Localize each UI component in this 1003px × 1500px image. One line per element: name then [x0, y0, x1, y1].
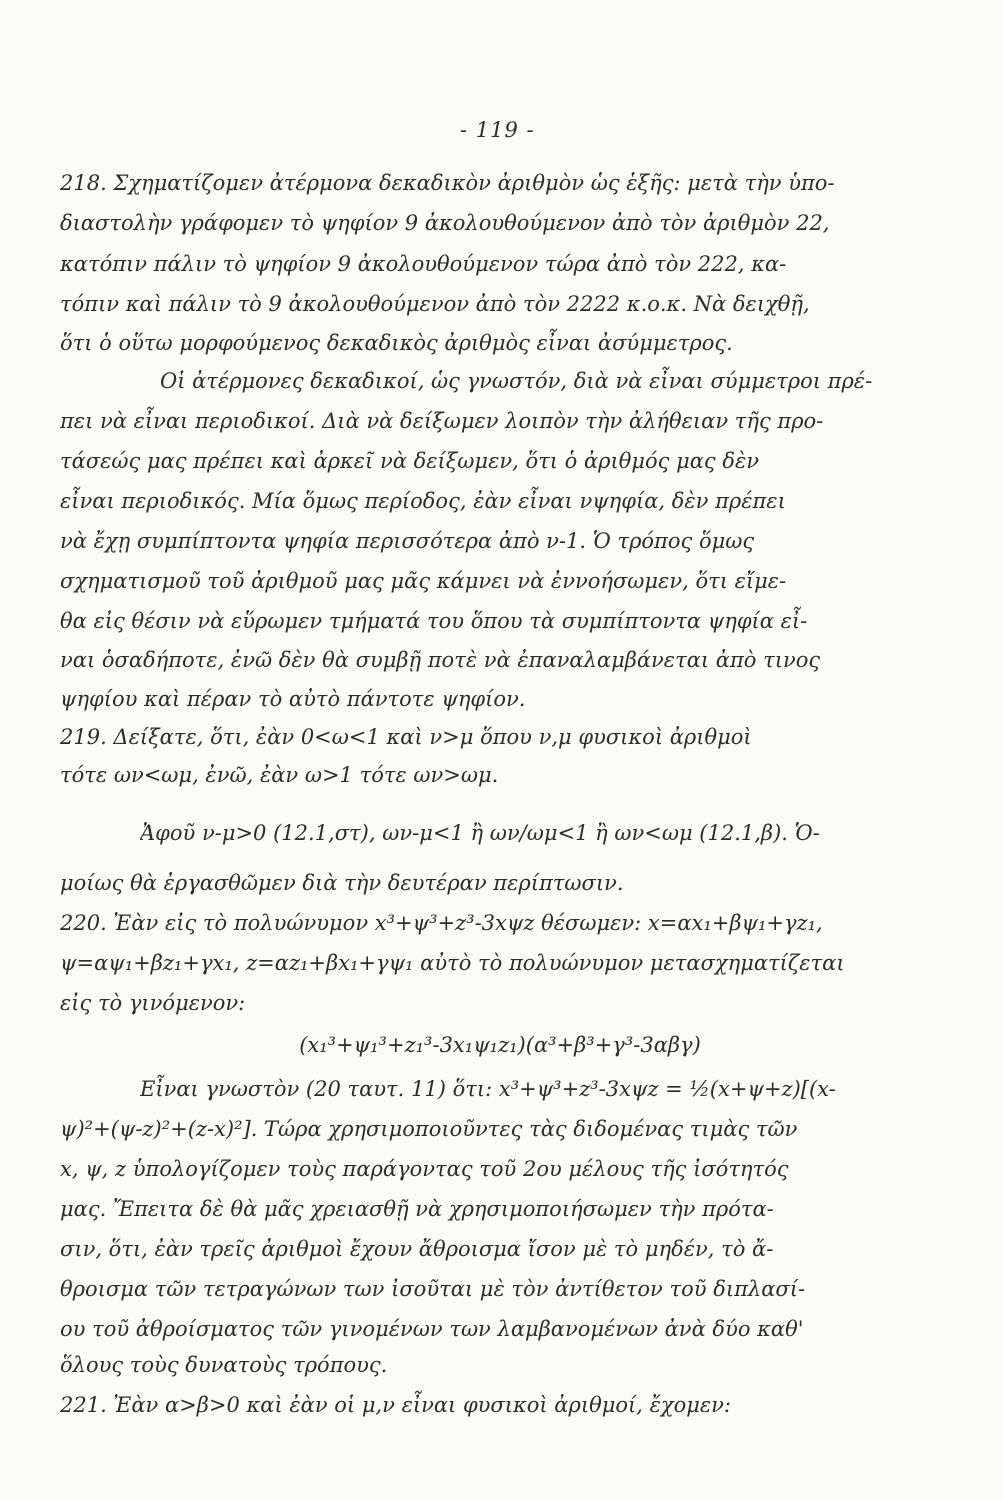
- text-line: x, ψ, z ὑπολογίζομεν τοὺς παράγοντας τοῦ 2ου μέλους τῆς ἰσότητός: [60, 1157, 789, 1181]
- text-line: κατόπιν πάλιν τὸ ψηφίον 9 ἀκολουθούμενον τώρα ἀπὸ τὸν 222, κα-: [60, 252, 787, 276]
- text-line: Εἶναι γνωστὸν (20 ταυτ. 11) ὅτι: x³+ψ³+z³-3xψz = ½(x+ψ+z)[(x-: [140, 1077, 836, 1101]
- text-line: ὅλους τοὺς δυνατοὺς τρόπους.: [60, 1353, 388, 1377]
- formula-line: (x₁³+ψ₁³+z₁³-3x₁ψ₁z₁)(α³+β³+γ³-3αβγ): [299, 1033, 701, 1057]
- text-line: ὅτι ὁ οὕτω μορφούμενος δεκαδικὸς ἀριθμὸς εἶναι ἀσύμμετρος.: [60, 331, 733, 355]
- text-line: 219. Δείξατε, ὅτι, ἐὰν 0<ω<1 καὶ ν>μ ὅπου ν,μ φυσικοὶ ἀριθμοὶ: [60, 725, 752, 749]
- text-line: διαστολὴν γράφομεν τὸ ψηφίον 9 ἀκολουθούμενον ἀπὸ τὸν ἀριθμὸν 22,: [60, 211, 830, 235]
- text-line: ψ)²+(ψ-z)²+(z-x)²]. Τώρα χρησιμοποιοῦντες τὰς διδομένας τιμὰς τῶν: [60, 1117, 798, 1141]
- text-line: ψ=αψ₁+βz₁+γx₁, z=αz₁+βx₁+γψ₁ αὐτὸ τὸ πολυώνυμον μετασχηματίζεται: [60, 951, 845, 975]
- text-line: 220. Ἐὰν εἰς τὸ πολυώνυμον x³+ψ³+z³-3xψz θέσωμεν: x=αx₁+βψ₁+γz₁,: [60, 911, 823, 935]
- text-line: νὰ ἔχῃ συμπίπτοντα ψηφία περισσότερα ἀπὸ ν-1. Ὁ τρόπος ὅμως: [60, 529, 755, 553]
- text-line: μας. Ἔπειτα δὲ θὰ μᾶς χρειασθῇ νὰ χρησιμοποιήσωμεν τὴν πρότα-: [60, 1197, 774, 1221]
- text-line: 221. Ἐὰν α>β>0 καὶ ἐὰν οἱ μ,ν εἶναι φυσικοὶ ἀριθμοί, ἔχομεν:: [60, 1393, 731, 1417]
- bleed-through-mark: [969, 40, 973, 56]
- text-line: σχηματισμοῦ τοῦ ἀριθμοῦ μας μᾶς κάμνει νὰ ἐννοήσωμεν, ὅτι εἴμε-: [60, 569, 787, 593]
- text-line: τάσεώς μας πρέπει καὶ ἀρκεῖ νὰ δείξωμεν, ὅτι ὁ ἀριθμός μας δὲν: [60, 449, 760, 473]
- page-number: - 119 -: [460, 118, 535, 142]
- text-line: ψηφίου καὶ πέραν τὸ αὐτὸ πάντοτε ψηφίον.: [60, 687, 526, 711]
- text-line: Ἀφοῦ ν-μ>0 (12.1,στ), ων-μ<1 ἢ ων/ωμ<1 ἢ ων<ωμ (12.1,β). Ὁ-: [140, 821, 820, 845]
- text-line: μοίως θὰ ἐργασθῶμεν διὰ τὴν δευτέραν περίπτωσιν.: [60, 871, 624, 895]
- text-line: ου τοῦ ἀθροίσματος τῶν γινομένων των λαμβανομένων ἀνὰ δύο καθ': [60, 1317, 804, 1341]
- text-line: ναι ὁσαδήποτε, ἐνῶ δὲν θὰ συμβῇ ποτὲ νὰ ἐπαναλαμβάνεται ἀπὸ τινος: [60, 648, 821, 672]
- text-line: θροισμα τῶν τετραγώνων των ἰσοῦται μὲ τὸν ἀντίθετον τοῦ διπλασί-: [60, 1277, 806, 1301]
- text-line: θα εἰς θέσιν νὰ εὕρωμεν τμήματά του ὅπου τὰ συμπίπτοντα ψηφία εἶ-: [60, 609, 808, 633]
- text-line: 218. Σχηματίζομεν ἀτέρμονα δεκαδικὸν ἀριθμὸν ὡς ἑξῆς: μετὰ τὴν ὑπο-: [60, 171, 835, 195]
- text-line: τότε ων<ωμ, ἐνῶ, ἐὰν ω>1 τότε ων>ωμ.: [60, 763, 499, 787]
- text-line: τόπιν καὶ πάλιν τὸ 9 ἀκολουθούμενον ἀπὸ τὸν 2222 κ.ο.κ. Νὰ δειχθῇ,: [60, 292, 810, 316]
- text-line: εἶναι περιοδικός. Μία ὅμως περίοδος, ἐὰν εἶναι νψηφία, δὲν πρέπει: [60, 489, 786, 513]
- text-line: Οἱ ἀτέρμονες δεκαδικοί, ὡς γνωστόν, διὰ νὰ εἶναι σύμμετροι πρέ-: [160, 369, 873, 393]
- text-line: πει νὰ εἶναι περιοδικοί. Διὰ νὰ δείξωμεν λοιπὸν τὴν ἀλήθειαν τῆς προ-: [60, 409, 824, 433]
- text-line: σιν, ὅτι, ἐὰν τρεῖς ἀριθμοὶ ἔχουν ἄθροισμα ἴσον μὲ τὸ μηδέν, τὸ ἄ-: [60, 1237, 774, 1261]
- text-line: εἰς τὸ γινόμενον:: [60, 991, 246, 1015]
